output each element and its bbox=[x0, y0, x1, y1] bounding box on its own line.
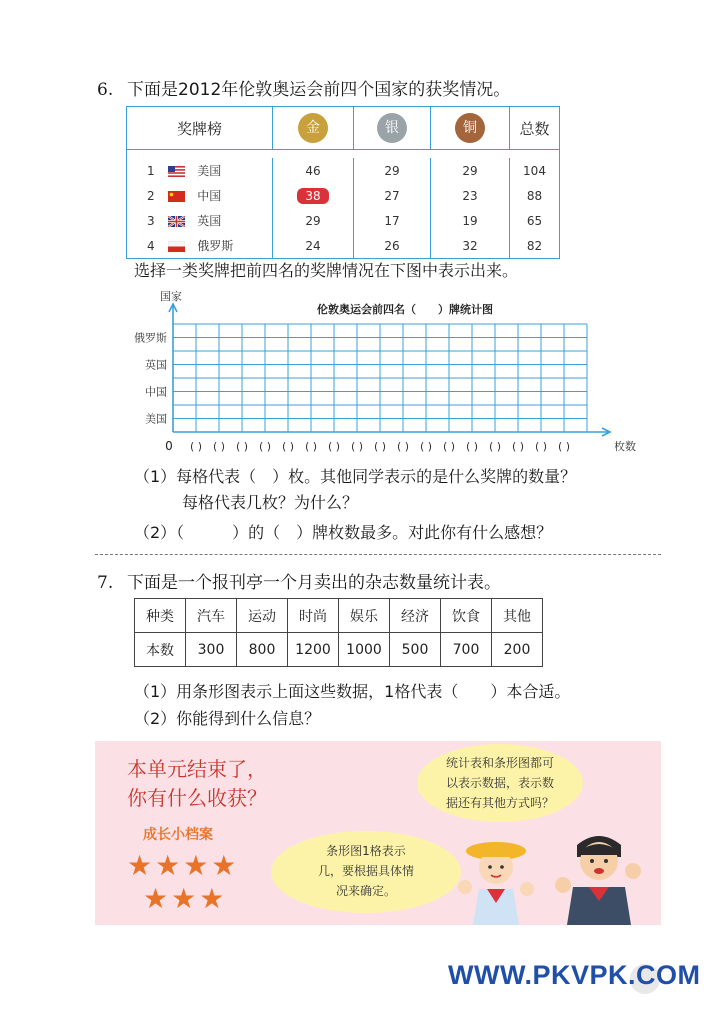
table-row bbox=[127, 208, 560, 233]
speech-bubble-girl: 条形图1格表示 几，要根据具体情 况来确定。 bbox=[271, 831, 461, 913]
q7-sub1: （1）用条形图表示上面这些数据，1格代表（ ）本合适。 bbox=[134, 682, 571, 701]
table-cell: 饮食 bbox=[441, 599, 492, 633]
table-cell: 运动 bbox=[237, 599, 288, 633]
header-ranking: 奖牌榜 bbox=[127, 107, 273, 150]
country-cell: 4 俄罗斯 bbox=[127, 233, 273, 259]
x-tick-label: ( ) bbox=[258, 440, 272, 453]
x-tick-label: ( ) bbox=[557, 440, 571, 453]
country-cell: 3 英国 bbox=[127, 208, 273, 233]
table-row bbox=[135, 599, 543, 633]
table-cell: 800 bbox=[237, 633, 288, 667]
country-cell: 2 中国 bbox=[127, 183, 273, 208]
x-tick-label: ( ) bbox=[419, 440, 433, 453]
x-tick-label: ( ) bbox=[235, 440, 249, 453]
x-tick-label: ( ) bbox=[281, 440, 295, 453]
table-cell: 本数 bbox=[135, 633, 186, 667]
x-tick-label: ( ) bbox=[350, 440, 364, 453]
x-tick-label: ( ) bbox=[304, 440, 318, 453]
category-label: 俄罗斯 bbox=[134, 331, 167, 345]
summary-panel bbox=[95, 741, 661, 925]
table-cell: 时尚 bbox=[288, 599, 339, 633]
china-flag-icon bbox=[168, 191, 185, 202]
section-divider bbox=[95, 554, 661, 555]
q7-title: 7. 下面是一个报刊亭一个月卖出的杂志数量统计表。 bbox=[97, 573, 501, 593]
x-tick-label: ( ) bbox=[442, 440, 456, 453]
chart-ylabel: 国家 bbox=[160, 290, 182, 303]
table-row bbox=[127, 183, 560, 208]
table-row bbox=[127, 150, 560, 159]
usa-flag-icon bbox=[168, 166, 185, 177]
silver-value: 26 bbox=[354, 233, 431, 259]
q6-title: 6. 下面是2012年伦敦奥运会前四个国家的获奖情况。 bbox=[97, 80, 511, 100]
table-cell: 种类 bbox=[135, 599, 186, 633]
q6-sub2: （2）（ ）的（ ）牌枚数最多。对此你有什么感想？ bbox=[134, 523, 553, 542]
x-tick-label: ( ) bbox=[396, 440, 410, 453]
growth-archive-badge: 成长小档案 bbox=[143, 827, 213, 843]
gold-value: 24 bbox=[273, 233, 354, 259]
table-cell: 200 bbox=[492, 633, 543, 667]
bronze-medal-icon: 铜 bbox=[455, 113, 485, 143]
q6-sub1-line2: 每格代表几枚？为什么？ bbox=[182, 493, 359, 512]
table-cell: 500 bbox=[390, 633, 441, 667]
table-cell: 经济 bbox=[390, 599, 441, 633]
gold-value bbox=[273, 183, 354, 208]
chart-x-ticks bbox=[190, 440, 570, 453]
table-row bbox=[127, 233, 560, 259]
total-value: 65 bbox=[526, 213, 543, 228]
medal-table bbox=[126, 106, 560, 259]
gold-value: 29 bbox=[273, 208, 354, 233]
bronze-value: 29 bbox=[431, 158, 510, 183]
header-silver bbox=[354, 107, 431, 150]
watermark-text: WWW.PKVPK.COM bbox=[448, 960, 701, 990]
russia-flag-icon bbox=[168, 241, 185, 252]
table-cell: 1200 bbox=[288, 633, 339, 667]
table-row bbox=[127, 158, 560, 183]
summary-heading: 本单元结束了， 你有什么收获？ bbox=[127, 757, 267, 810]
header-bronze bbox=[431, 107, 510, 150]
chart-categories bbox=[134, 331, 167, 426]
category-label: 中国 bbox=[145, 385, 167, 399]
q6-sub1-line1: （1）每格代表（ ）枚。其他同学表示的是什么奖牌的数量？ bbox=[134, 467, 577, 486]
chart-origin-label: 0 bbox=[165, 439, 173, 453]
x-tick-label: ( ) bbox=[189, 440, 203, 453]
gold-medal-icon: 金 bbox=[298, 113, 328, 143]
x-tick-label: ( ) bbox=[534, 440, 548, 453]
girl-illustration bbox=[451, 837, 541, 925]
table-cell: 1000 bbox=[339, 633, 390, 667]
bronze-value: 32 bbox=[431, 233, 510, 259]
x-tick-label: ( ) bbox=[465, 440, 479, 453]
total-value: 104 bbox=[523, 163, 546, 178]
speech-bubble-boy: 统计表和条形图都可 以表示数据，表示数 据还有其他方式吗？ bbox=[417, 744, 583, 822]
category-label: 美国 bbox=[145, 412, 167, 426]
chart-title: 伦敦奥运会前四名（ ）牌统计图 bbox=[317, 303, 493, 316]
table-cell: 娱乐 bbox=[339, 599, 390, 633]
star-rating-row-1: ★★★★ bbox=[127, 849, 240, 882]
chart-grid bbox=[169, 304, 610, 436]
sales-table bbox=[134, 598, 543, 667]
bronze-value: 19 bbox=[431, 208, 510, 233]
total-value: 88 bbox=[526, 188, 543, 203]
gold-value: 46 bbox=[273, 158, 354, 183]
silver-value: 29 bbox=[354, 158, 431, 183]
q7-sub2: （2）你能得到什么信息？ bbox=[134, 709, 321, 728]
silver-value: 17 bbox=[354, 208, 431, 233]
uk-flag-icon bbox=[168, 216, 185, 227]
x-tick-label: ( ) bbox=[212, 440, 226, 453]
table-row bbox=[135, 633, 543, 667]
bar-chart bbox=[110, 285, 655, 455]
header-total: 总数 bbox=[510, 107, 560, 150]
category-label: 英国 bbox=[145, 358, 167, 372]
bronze-value: 23 bbox=[431, 183, 510, 208]
star-rating-row-2: ★★★ bbox=[143, 882, 228, 915]
table-cell: 汽车 bbox=[186, 599, 237, 633]
q6-instruction: 选择一类奖牌把前四名的奖牌情况在下图中表示出来。 bbox=[134, 261, 519, 280]
boy-illustration bbox=[547, 827, 652, 925]
x-tick-label: ( ) bbox=[488, 440, 502, 453]
country-cell: 1 美国 bbox=[127, 158, 273, 183]
x-tick-label: ( ) bbox=[327, 440, 341, 453]
chart-xlabel: 枚数 bbox=[614, 440, 636, 453]
header-gold bbox=[273, 107, 354, 150]
total-value: 82 bbox=[526, 238, 543, 253]
silver-medal-icon: 银 bbox=[377, 113, 407, 143]
silver-value: 27 bbox=[354, 183, 431, 208]
x-tick-label: ( ) bbox=[511, 440, 525, 453]
table-cell: 700 bbox=[441, 633, 492, 667]
table-cell: 300 bbox=[186, 633, 237, 667]
x-tick-label: ( ) bbox=[373, 440, 387, 453]
highlighted-value: 38 bbox=[297, 188, 328, 204]
table-cell: 其他 bbox=[492, 599, 543, 633]
medal-table-header bbox=[127, 107, 560, 150]
